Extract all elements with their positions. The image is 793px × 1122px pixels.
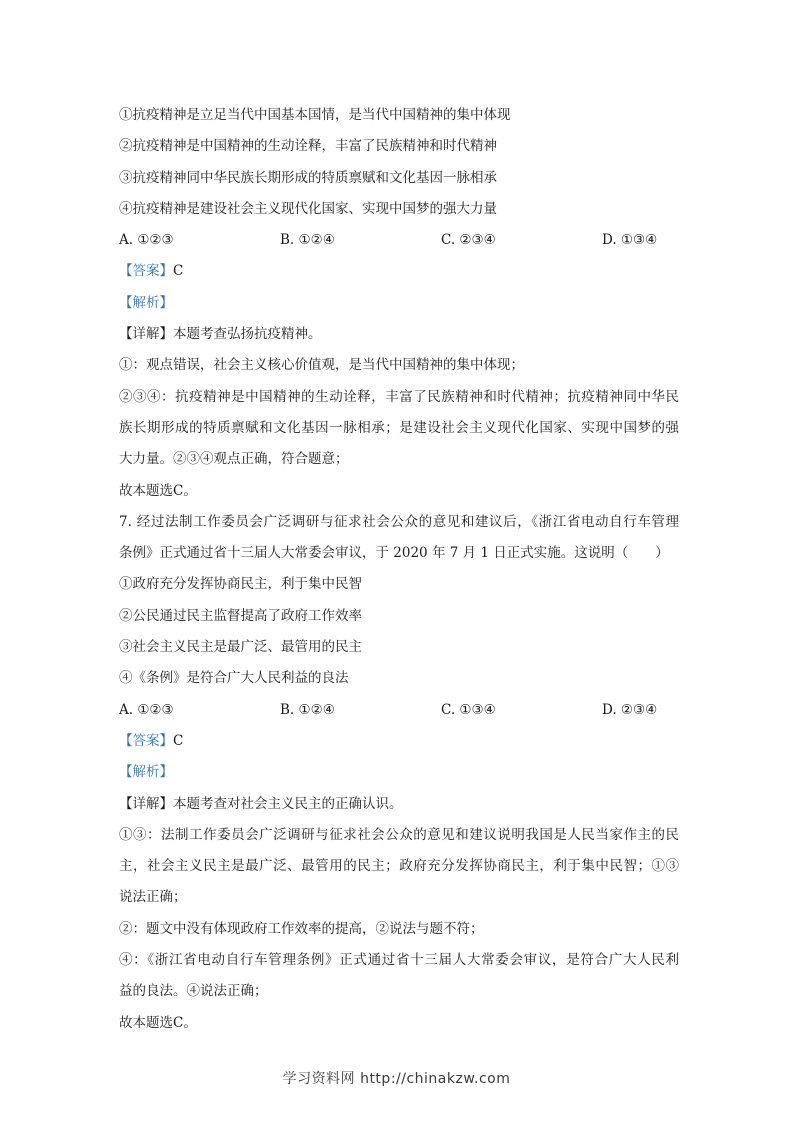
q7-answer-tag: 【答案】: [119, 732, 173, 749]
q7-statement-4: ④《条例》是符合广大人民利益的良法: [119, 670, 349, 687]
q6-statement-3: ③抗疫精神同中华民族长期形成的特质禀赋和文化基因一脉相承: [119, 169, 497, 186]
q7-detail-intro: 本题考查对社会主义民主的正确认识。: [173, 795, 403, 812]
q7-explanation-6: 益的良法。④说法正确；: [119, 983, 268, 1000]
q6-explanation-2: ②③④：抗疫精神是中国精神的生动诠释，丰富了民族精神和时代精神；抗疫精神同中华民: [119, 388, 679, 405]
q6-analysis-tag: 【解析】: [119, 294, 173, 311]
q6-option-a: A. ①②③: [119, 232, 174, 249]
q7-detail-tag: 【详解】: [119, 795, 173, 812]
q6-option-d: D. ①③④: [602, 232, 658, 249]
q7-answer-value: C: [173, 732, 184, 749]
q6-answer-value: C: [173, 263, 184, 280]
q6-statement-4: ④抗疫精神是建设社会主义现代化国家、实现中国梦的强大力量: [119, 200, 497, 217]
q7-explanation-1: ①③：法制工作委员会广泛调研与征求社会公众的意见和建议说明我国是人民当家作主的民: [119, 826, 679, 843]
q7-stem-1: 7. 经过法制工作委员会广泛调研与征求社会公众的意见和建议后，《浙江省电动自行车管理: [119, 513, 679, 530]
q7-conclusion: 故本题选C。: [119, 1014, 197, 1031]
document-page: [119, 100, 679, 1039]
q6-detail-tag: 【详解】: [119, 326, 173, 343]
q7-explanation-5: ④：《浙江省电动自行车管理条例》正式通过省十三届人大常委会审议，是符合广大人民利: [119, 952, 679, 969]
q7-option-d: D. ②③④: [602, 701, 658, 718]
q7-option-a: A. ①②③: [119, 701, 174, 718]
page-footer-watermark: 学习资料网 http://chinakzw.com: [282, 1071, 511, 1087]
q7-analysis-tag: 【解析】: [119, 764, 173, 781]
q7-answer: [119, 726, 679, 757]
q6-option-c: C. ②③④: [441, 232, 496, 249]
q7-option-b: B. ①②④: [280, 701, 335, 718]
q6-statement-2: ②抗疫精神是中国精神的生动诠释，丰富了民族精神和时代精神: [119, 138, 497, 155]
q7-statement-1: ①政府充分发挥协商民主，利于集中民智: [119, 576, 362, 593]
q7-stem-2: 条例》正式通过省十三届人大常委会审议，于 2020 年 7 月 1 日正式实施。这说明（ ）: [119, 545, 669, 562]
q6-answer-tag: 【答案】: [119, 263, 173, 280]
q7-explanation-4: ②：题文中没有体现政府工作效率的提高，②说法与题不符；: [119, 920, 484, 937]
q7-explanation-3: 说法正确；: [119, 889, 187, 906]
q6-detail-intro: 本题考查弘扬抗疫精神。: [173, 326, 322, 343]
q7-statement-2: ②公民通过民主监督提高了政府工作效率: [119, 607, 362, 624]
q7-explanation-2: 主，社会主义民主是最广泛、最管用的民主；政府充分发挥协商民主，利于集中民智；①③: [119, 858, 679, 875]
q7-options: [119, 695, 679, 726]
q6-conclusion: 故本题选C。: [119, 482, 197, 499]
q7-statement-3: ③社会主义民主是最广泛、最管用的民主: [119, 639, 362, 656]
q6-explanation-1: ①：观点错误，社会主义核心价值观，是当代中国精神的集中体现；: [119, 357, 524, 374]
q6-detail: [119, 319, 679, 350]
q7-option-c: C. ①③④: [441, 701, 496, 718]
q6-options: [119, 225, 679, 256]
q6-option-b: B. ①②④: [280, 232, 335, 249]
q6-explanation-3: 族长期形成的特质禀赋和文化基因一脉相承；是建设社会主义现代化国家、实现中国梦的强: [119, 419, 679, 436]
q6-answer: [119, 256, 679, 287]
q6-statement-1: ①抗疫精神是立足当代中国基本国情，是当代中国精神的集中体现: [119, 107, 511, 123]
q7-detail: [119, 789, 679, 820]
q6-explanation-4: 大力量。②③④观点正确，符合题意；: [119, 451, 349, 468]
